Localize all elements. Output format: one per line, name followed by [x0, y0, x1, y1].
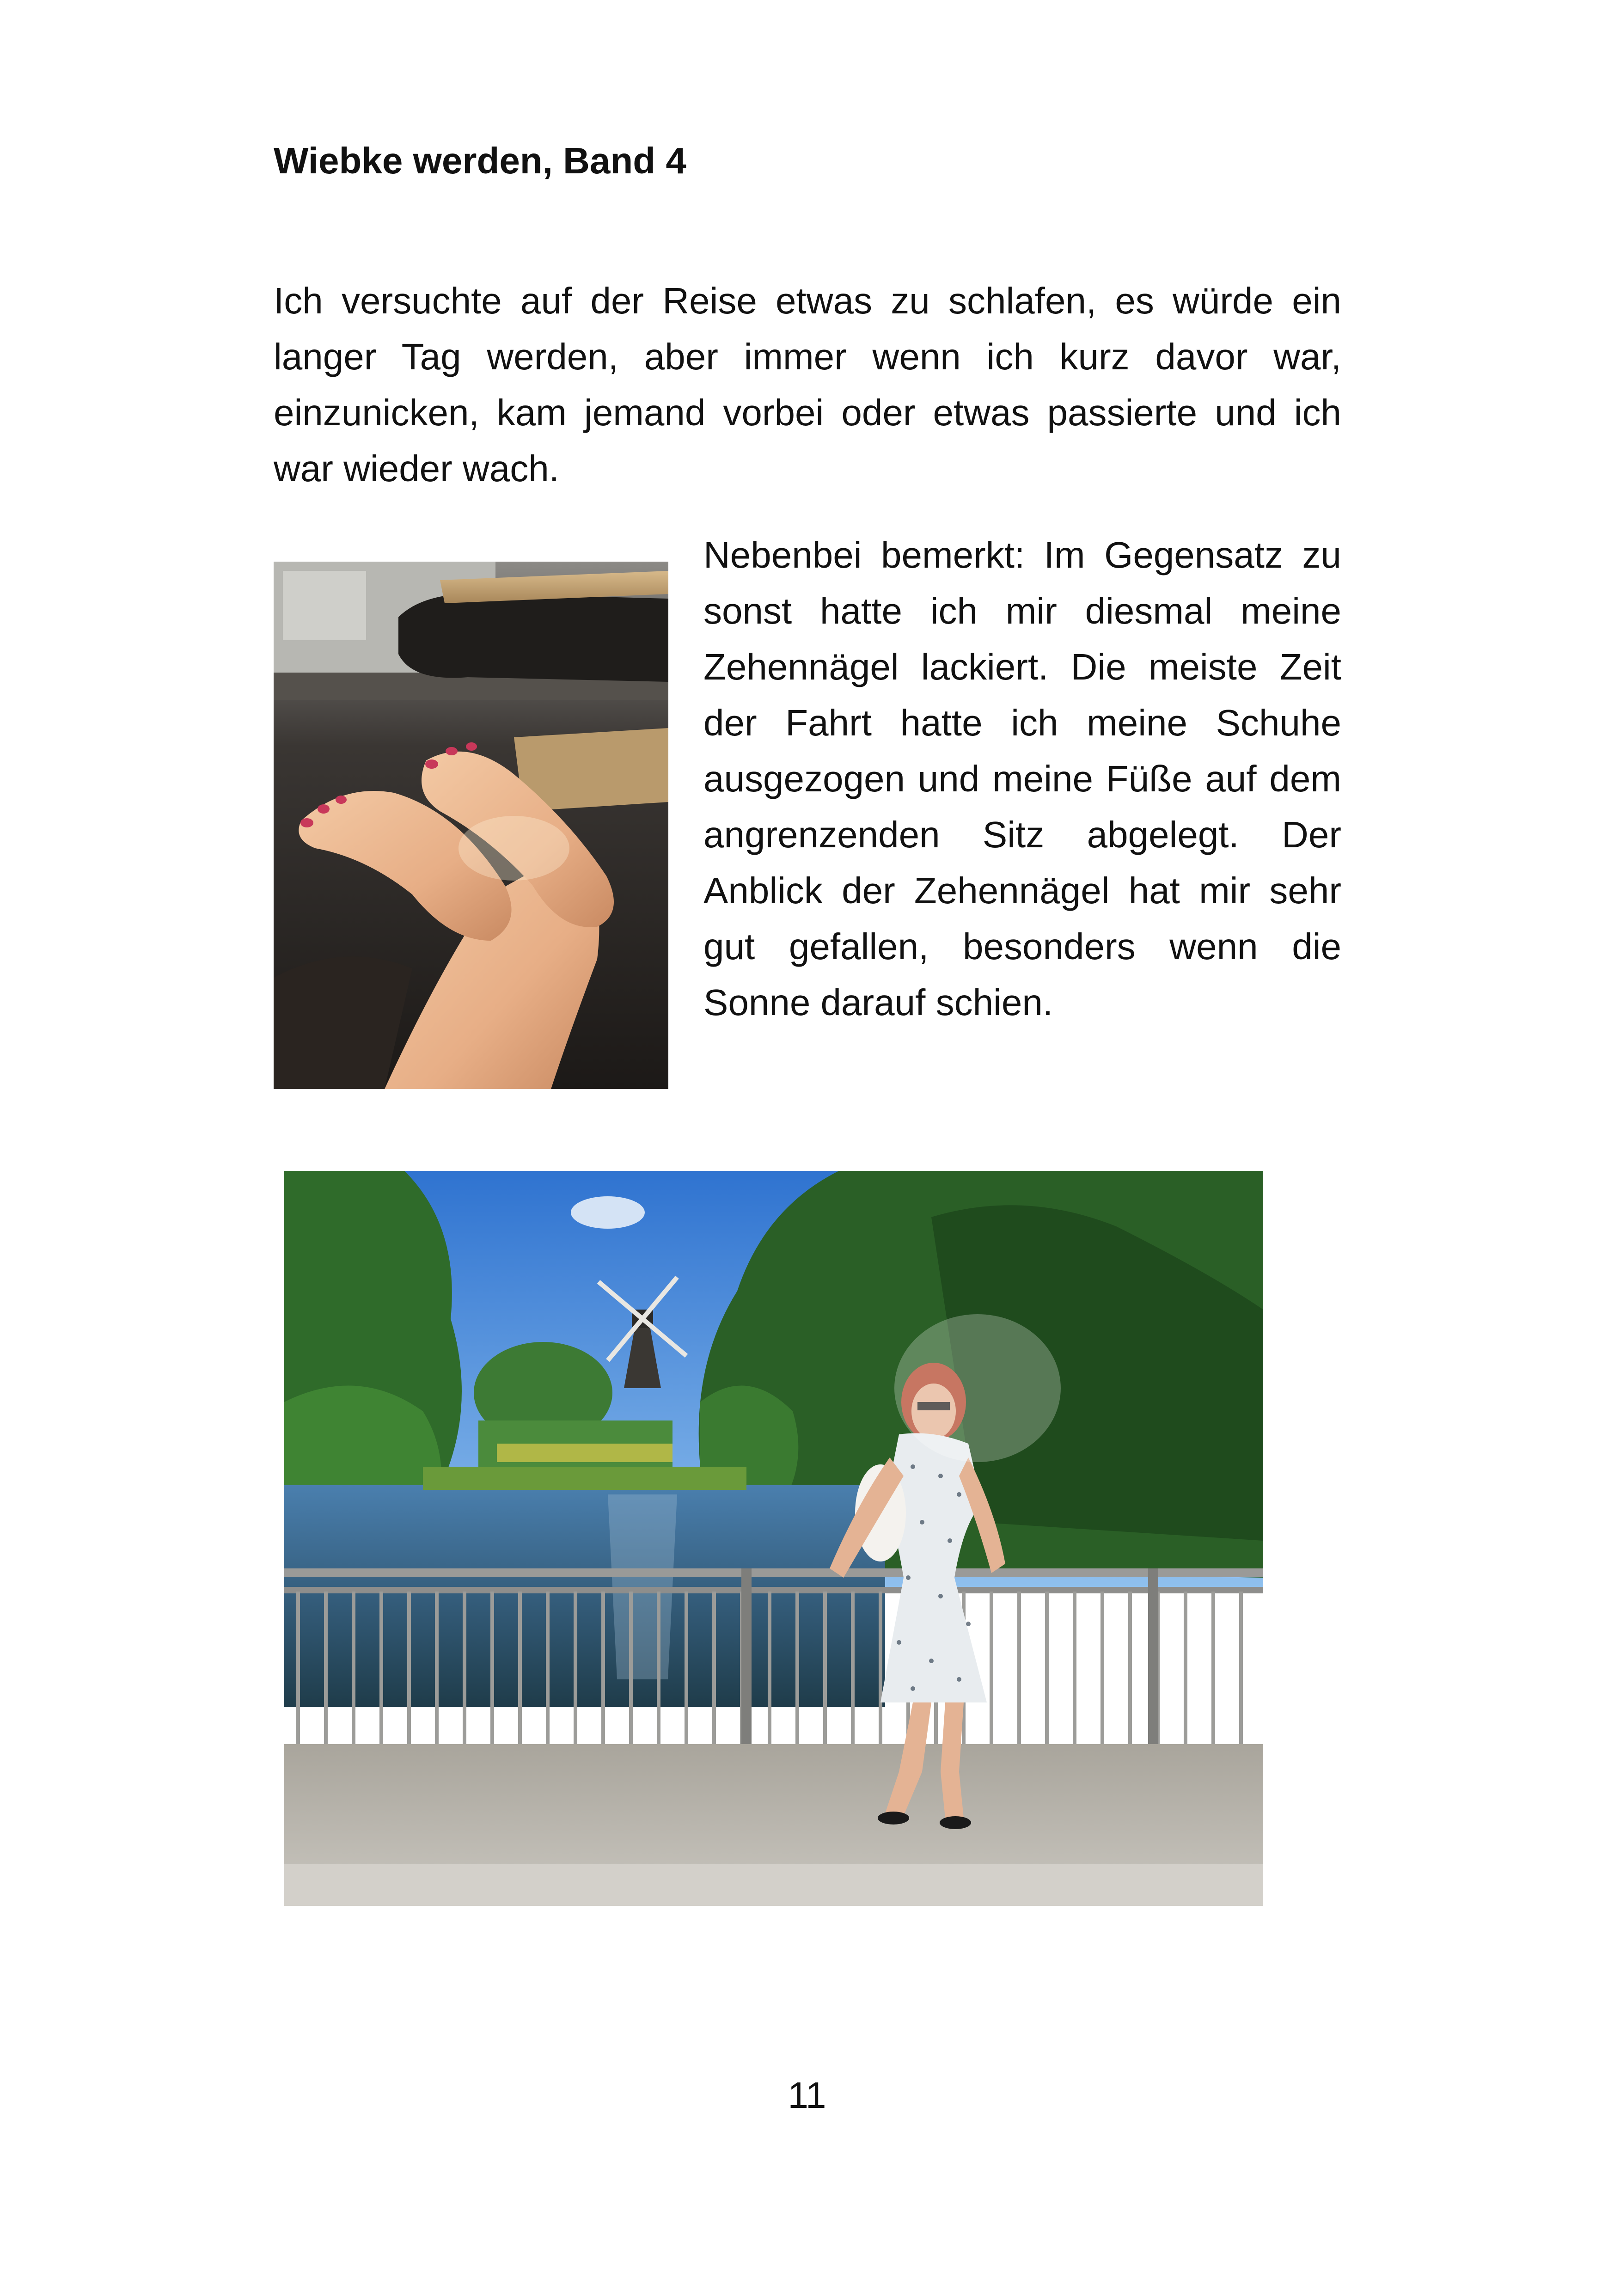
page-header: Wiebke werden, Band 4 — [274, 140, 686, 181]
paragraph-1: Ich versuchte auf der Reise etwas zu schlafen, es würde ein langer Tag werden, aber immer wenn ich kurz davor war, einzunicken, kam jemand vorbei oder etwas passierte und ich war wieder wach. — [274, 280, 1341, 489]
feet-photo — [274, 562, 668, 1089]
feet-photo-image — [274, 562, 668, 1089]
page-number: 11 — [788, 2075, 826, 2116]
paragraph-2: Nebenbei bemerkt: Im Gegensatz zu sonst hatte ich mir diesmal meine Zehennägel lackiert. Die meiste Zeit der Fahrt hatte ich meine Schuhe ausgezogen und meine Füße auf dem angrenzenden Sitz abgelegt. Der Anblick der Zehennägel hat mir sehr gut gefallen, besonders wenn die Sonne darauf schien. — [703, 534, 1341, 1023]
bridge-photo-image — [284, 1171, 1263, 1906]
bridge-photo — [284, 1171, 1263, 1906]
